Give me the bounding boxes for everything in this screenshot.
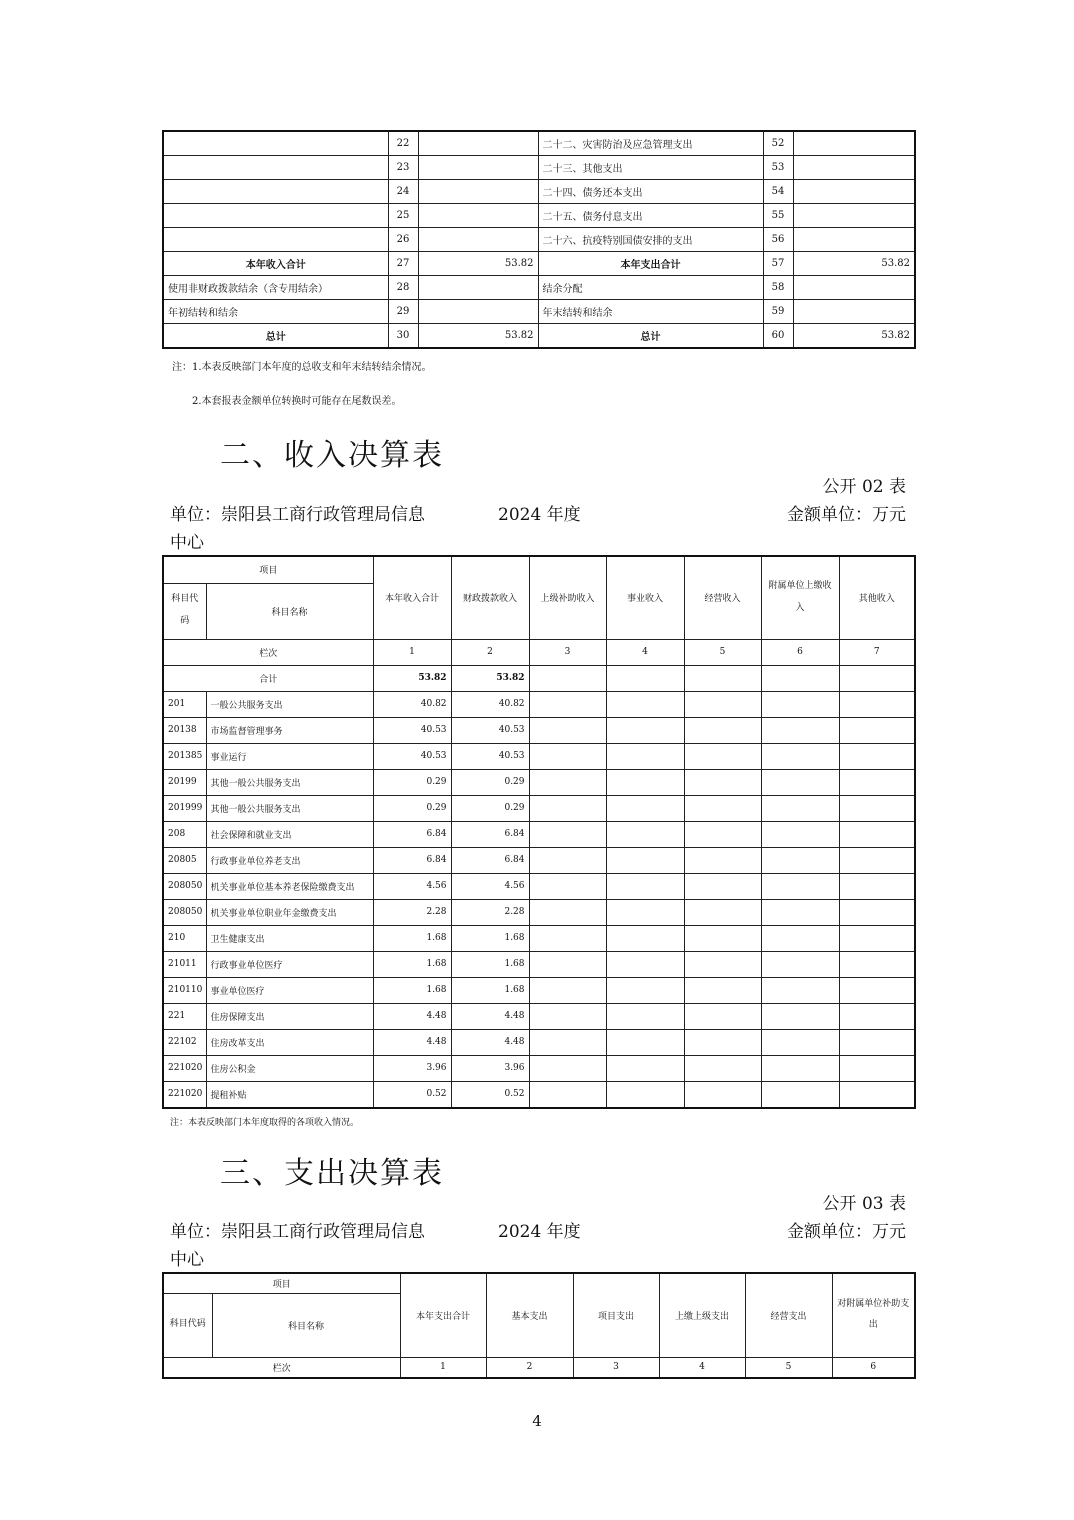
empty-cell bbox=[839, 925, 915, 951]
lanci-number: 2 bbox=[486, 1357, 573, 1378]
income-total: 40.53 bbox=[373, 717, 451, 743]
lanci-number: 7 bbox=[839, 639, 915, 665]
empty-cell bbox=[684, 769, 761, 795]
empty-cell bbox=[606, 899, 684, 925]
table-row bbox=[163, 873, 915, 899]
subject-code: 20199 bbox=[163, 769, 206, 795]
income-total: 1.68 bbox=[373, 925, 451, 951]
subject-name: 住房保障支出 bbox=[206, 1003, 373, 1029]
subject-code: 221020 bbox=[163, 1081, 206, 1108]
right-line-number: 53 bbox=[763, 156, 793, 180]
empty-cell bbox=[839, 847, 915, 873]
empty-cell bbox=[606, 795, 684, 821]
empty-cell bbox=[606, 951, 684, 977]
subject-code: 221 bbox=[163, 1003, 206, 1029]
table-row bbox=[163, 925, 915, 951]
right-item-label: 二十四、债务还本支出 bbox=[538, 180, 763, 204]
col-header: 上级补助收入 bbox=[529, 556, 606, 639]
empty-cell bbox=[606, 1055, 684, 1081]
subject-name: 事业单位医疗 bbox=[206, 977, 373, 1003]
table-row bbox=[163, 899, 915, 925]
col-header: 事业收入 bbox=[606, 556, 684, 639]
table1-note-1: 注：1.本表反映部门本年度的总收支和年末结转结余情况。 bbox=[172, 362, 432, 373]
total-amount bbox=[839, 665, 915, 691]
empty-cell bbox=[529, 951, 606, 977]
table-row bbox=[163, 252, 915, 276]
subject-name: 机关事业单位基本养老保险缴费支出 bbox=[206, 873, 373, 899]
section3-form-number: 公开 03 表 bbox=[822, 1194, 906, 1214]
col-header: 其他收入 bbox=[839, 556, 915, 639]
empty-cell bbox=[684, 847, 761, 873]
left-amount bbox=[418, 276, 538, 300]
fiscal-appropriation: 3.96 bbox=[451, 1055, 529, 1081]
subject-name: 行政事业单位医疗 bbox=[206, 951, 373, 977]
table-row bbox=[163, 1055, 915, 1081]
right-item-label: 本年支出合计 bbox=[538, 252, 763, 276]
empty-cell bbox=[606, 769, 684, 795]
lanci-number: 4 bbox=[659, 1357, 745, 1378]
empty-cell bbox=[684, 925, 761, 951]
empty-cell bbox=[761, 743, 839, 769]
col-header: 项目支出 bbox=[573, 1273, 659, 1357]
empty-cell bbox=[529, 795, 606, 821]
income-total: 0.29 bbox=[373, 769, 451, 795]
empty-cell bbox=[761, 873, 839, 899]
col-header: 经营收入 bbox=[684, 556, 761, 639]
left-amount bbox=[418, 180, 538, 204]
subject-name: 其他一般公共服务支出 bbox=[206, 769, 373, 795]
code-header: 科目代码 bbox=[163, 583, 206, 639]
subject-name: 行政事业单位养老支出 bbox=[206, 847, 373, 873]
empty-cell bbox=[684, 1081, 761, 1108]
fiscal-appropriation: 1.68 bbox=[451, 977, 529, 1003]
section2-unit: 单位：崇阳县工商行政管理局信息 bbox=[170, 505, 425, 525]
subject-code: 210110 bbox=[163, 977, 206, 1003]
empty-cell bbox=[761, 899, 839, 925]
section3-year: 2024 年度 bbox=[498, 1222, 581, 1242]
col-header: 对附属单位补助支出 bbox=[832, 1273, 915, 1357]
left-item-label bbox=[163, 204, 388, 228]
left-line-number: 22 bbox=[388, 131, 418, 156]
left-amount bbox=[418, 204, 538, 228]
income-total: 0.29 bbox=[373, 795, 451, 821]
left-item-label: 年初结转和结余 bbox=[163, 300, 388, 324]
section3-title: 三、支出决算表 bbox=[220, 1156, 444, 1191]
empty-cell bbox=[606, 821, 684, 847]
income-statement-table bbox=[162, 555, 916, 1109]
empty-cell bbox=[839, 1029, 915, 1055]
empty-cell bbox=[839, 1003, 915, 1029]
subject-name: 卫生健康支出 bbox=[206, 925, 373, 951]
lanci-number: 4 bbox=[606, 639, 684, 665]
right-amount bbox=[793, 276, 915, 300]
empty-cell bbox=[761, 951, 839, 977]
empty-cell bbox=[606, 1003, 684, 1029]
empty-cell bbox=[606, 847, 684, 873]
empty-cell bbox=[684, 1055, 761, 1081]
lanci-number: 3 bbox=[529, 639, 606, 665]
table-row bbox=[163, 156, 915, 180]
total-amount: 53.82 bbox=[451, 665, 529, 691]
subject-name: 市场监督管理事务 bbox=[206, 717, 373, 743]
table-row bbox=[163, 847, 915, 873]
empty-cell bbox=[606, 743, 684, 769]
right-amount bbox=[793, 156, 915, 180]
subject-name: 住房公积金 bbox=[206, 1055, 373, 1081]
section2-amount-unit: 金额单位：万元 bbox=[787, 505, 906, 525]
income-total: 3.96 bbox=[373, 1055, 451, 1081]
empty-cell bbox=[529, 717, 606, 743]
left-line-number: 30 bbox=[388, 324, 418, 349]
income-expense-summary-table bbox=[162, 130, 916, 349]
empty-cell bbox=[839, 795, 915, 821]
table-row bbox=[163, 1029, 915, 1055]
income-total: 40.82 bbox=[373, 691, 451, 717]
total-amount bbox=[761, 665, 839, 691]
empty-cell bbox=[529, 847, 606, 873]
income-total: 6.84 bbox=[373, 821, 451, 847]
empty-cell bbox=[684, 821, 761, 847]
empty-cell bbox=[684, 1003, 761, 1029]
fiscal-appropriation: 40.53 bbox=[451, 743, 529, 769]
empty-cell bbox=[761, 1029, 839, 1055]
income-total: 4.48 bbox=[373, 1003, 451, 1029]
subject-name: 社会保障和就业支出 bbox=[206, 821, 373, 847]
empty-cell bbox=[684, 743, 761, 769]
fiscal-appropriation: 0.29 bbox=[451, 795, 529, 821]
right-item-label: 二十二、灾害防治及应急管理支出 bbox=[538, 131, 763, 156]
empty-cell bbox=[606, 977, 684, 1003]
subject-name: 其他一般公共服务支出 bbox=[206, 795, 373, 821]
subject-code: 208050 bbox=[163, 899, 206, 925]
empty-cell bbox=[684, 1029, 761, 1055]
income-total: 40.53 bbox=[373, 743, 451, 769]
empty-cell bbox=[761, 1055, 839, 1081]
empty-cell bbox=[761, 795, 839, 821]
subject-code: 21011 bbox=[163, 951, 206, 977]
subject-code: 221020 bbox=[163, 1055, 206, 1081]
expenditure-statement-table bbox=[162, 1272, 916, 1379]
income-total: 4.56 bbox=[373, 873, 451, 899]
right-amount bbox=[793, 228, 915, 252]
table-row bbox=[163, 795, 915, 821]
left-item-label bbox=[163, 131, 388, 156]
table-row bbox=[163, 131, 915, 156]
subject-code: 208 bbox=[163, 821, 206, 847]
left-item-label: 本年收入合计 bbox=[163, 252, 388, 276]
total-amount: 53.82 bbox=[373, 665, 451, 691]
subject-code: 201999 bbox=[163, 795, 206, 821]
section2-title: 二、收入决算表 bbox=[220, 438, 444, 473]
right-line-number: 52 bbox=[763, 131, 793, 156]
empty-cell bbox=[761, 1081, 839, 1108]
left-line-number: 24 bbox=[388, 180, 418, 204]
lanci-number: 5 bbox=[684, 639, 761, 665]
lanci-number: 1 bbox=[400, 1357, 486, 1378]
subject-name: 住房改革支出 bbox=[206, 1029, 373, 1055]
lanci-number: 6 bbox=[832, 1357, 915, 1378]
left-amount bbox=[418, 156, 538, 180]
income-total: 6.84 bbox=[373, 847, 451, 873]
left-line-number: 27 bbox=[388, 252, 418, 276]
page-number: 4 bbox=[532, 1412, 542, 1430]
fiscal-appropriation: 0.52 bbox=[451, 1081, 529, 1108]
right-line-number: 54 bbox=[763, 180, 793, 204]
section2-unit-cont: 中心 bbox=[170, 533, 204, 553]
empty-cell bbox=[761, 977, 839, 1003]
total-label: 合计 bbox=[163, 665, 373, 691]
left-line-number: 25 bbox=[388, 204, 418, 228]
empty-cell bbox=[761, 821, 839, 847]
right-item-label: 总计 bbox=[538, 324, 763, 349]
section2-year: 2024 年度 bbox=[498, 505, 581, 525]
table-row bbox=[163, 276, 915, 300]
subject-code: 201 bbox=[163, 691, 206, 717]
table-row bbox=[163, 1081, 915, 1108]
empty-cell bbox=[529, 925, 606, 951]
left-item-label bbox=[163, 180, 388, 204]
lanci-number: 1 bbox=[373, 639, 451, 665]
col-header: 经营支出 bbox=[745, 1273, 832, 1357]
empty-cell bbox=[529, 743, 606, 769]
total-amount bbox=[606, 665, 684, 691]
table-row bbox=[163, 324, 915, 349]
header-item: 项目 bbox=[163, 1273, 400, 1293]
header-item: 项目 bbox=[163, 556, 373, 583]
lanci-number: 5 bbox=[745, 1357, 832, 1378]
subject-code: 201385 bbox=[163, 743, 206, 769]
right-item-label: 二十三、其他支出 bbox=[538, 156, 763, 180]
table-row bbox=[163, 717, 915, 743]
income-total: 2.28 bbox=[373, 899, 451, 925]
empty-cell bbox=[684, 691, 761, 717]
table-row bbox=[163, 1003, 915, 1029]
col-header: 本年收入合计 bbox=[373, 556, 451, 639]
right-amount: 53.82 bbox=[793, 324, 915, 349]
col-header: 附属单位上缴收入 bbox=[761, 556, 839, 639]
lanci-number: 6 bbox=[761, 639, 839, 665]
fiscal-appropriation: 40.82 bbox=[451, 691, 529, 717]
empty-cell bbox=[761, 847, 839, 873]
left-amount: 53.82 bbox=[418, 252, 538, 276]
empty-cell bbox=[839, 873, 915, 899]
right-line-number: 55 bbox=[763, 204, 793, 228]
empty-cell bbox=[839, 769, 915, 795]
name-header: 科目名称 bbox=[206, 583, 373, 639]
empty-cell bbox=[839, 717, 915, 743]
empty-cell bbox=[529, 1081, 606, 1108]
table-row bbox=[163, 769, 915, 795]
income-total: 1.68 bbox=[373, 977, 451, 1003]
right-amount bbox=[793, 180, 915, 204]
fiscal-appropriation: 0.29 bbox=[451, 769, 529, 795]
subject-name: 提租补贴 bbox=[206, 1081, 373, 1108]
table-row bbox=[163, 977, 915, 1003]
empty-cell bbox=[606, 1029, 684, 1055]
subject-code: 20138 bbox=[163, 717, 206, 743]
left-line-number: 29 bbox=[388, 300, 418, 324]
right-item-label: 年末结转和结余 bbox=[538, 300, 763, 324]
fiscal-appropriation: 40.53 bbox=[451, 717, 529, 743]
empty-cell bbox=[761, 691, 839, 717]
empty-cell bbox=[684, 717, 761, 743]
fiscal-appropriation: 6.84 bbox=[451, 821, 529, 847]
table-row bbox=[163, 204, 915, 228]
right-line-number: 58 bbox=[763, 276, 793, 300]
empty-cell bbox=[529, 821, 606, 847]
empty-cell bbox=[761, 925, 839, 951]
right-amount bbox=[793, 204, 915, 228]
table-row bbox=[163, 180, 915, 204]
total-amount bbox=[529, 665, 606, 691]
empty-cell bbox=[529, 691, 606, 717]
col-header: 本年支出合计 bbox=[400, 1273, 486, 1357]
empty-cell bbox=[684, 977, 761, 1003]
lanci-label: 栏次 bbox=[163, 639, 373, 665]
subject-code: 210 bbox=[163, 925, 206, 951]
table-row bbox=[163, 743, 915, 769]
income-total: 1.68 bbox=[373, 951, 451, 977]
col-header: 基本支出 bbox=[486, 1273, 573, 1357]
empty-cell bbox=[684, 795, 761, 821]
empty-cell bbox=[529, 1003, 606, 1029]
empty-cell bbox=[529, 899, 606, 925]
fiscal-appropriation: 4.48 bbox=[451, 1003, 529, 1029]
right-item-label: 结余分配 bbox=[538, 276, 763, 300]
section2-form-number: 公开 02 表 bbox=[822, 477, 906, 497]
col-header: 财政拨款收入 bbox=[451, 556, 529, 639]
empty-cell bbox=[839, 1081, 915, 1108]
subject-code: 22102 bbox=[163, 1029, 206, 1055]
left-item-label bbox=[163, 156, 388, 180]
empty-cell bbox=[529, 873, 606, 899]
fiscal-appropriation: 1.68 bbox=[451, 951, 529, 977]
total-amount bbox=[684, 665, 761, 691]
empty-cell bbox=[761, 717, 839, 743]
empty-cell bbox=[606, 925, 684, 951]
empty-cell bbox=[529, 977, 606, 1003]
empty-cell bbox=[684, 899, 761, 925]
income-total: 0.52 bbox=[373, 1081, 451, 1108]
fiscal-appropriation: 2.28 bbox=[451, 899, 529, 925]
right-line-number: 57 bbox=[763, 252, 793, 276]
left-amount bbox=[418, 131, 538, 156]
empty-cell bbox=[529, 769, 606, 795]
left-item-label: 使用非财政拨款结余（含专用结余） bbox=[163, 276, 388, 300]
fiscal-appropriation: 4.56 bbox=[451, 873, 529, 899]
lanci-number: 2 bbox=[451, 639, 529, 665]
left-line-number: 26 bbox=[388, 228, 418, 252]
table-row bbox=[163, 228, 915, 252]
table-row bbox=[163, 300, 915, 324]
left-item-label bbox=[163, 228, 388, 252]
lanci-number: 3 bbox=[573, 1357, 659, 1378]
table-row bbox=[163, 691, 915, 717]
right-item-label: 二十六、抗疫特别国债安排的支出 bbox=[538, 228, 763, 252]
empty-cell bbox=[606, 873, 684, 899]
subject-code: 20805 bbox=[163, 847, 206, 873]
table1-note-2: 2.本套报表金额单位转换时可能存在尾数误差。 bbox=[192, 396, 402, 407]
section3-unit: 单位：崇阳县工商行政管理局信息 bbox=[170, 1222, 425, 1242]
empty-cell bbox=[606, 1081, 684, 1108]
right-line-number: 59 bbox=[763, 300, 793, 324]
empty-cell bbox=[529, 1029, 606, 1055]
fiscal-appropriation: 4.48 bbox=[451, 1029, 529, 1055]
section2-note: 注：本表反映部门本年度取得的各项收入情况。 bbox=[170, 1118, 360, 1128]
fiscal-appropriation: 1.68 bbox=[451, 925, 529, 951]
empty-cell bbox=[839, 951, 915, 977]
table-row bbox=[163, 821, 915, 847]
left-amount bbox=[418, 228, 538, 252]
left-line-number: 28 bbox=[388, 276, 418, 300]
section3-amount-unit: 金额单位：万元 bbox=[787, 1222, 906, 1242]
empty-cell bbox=[839, 821, 915, 847]
subject-name: 事业运行 bbox=[206, 743, 373, 769]
table-row bbox=[163, 951, 915, 977]
subject-name: 机关事业单位职业年金缴费支出 bbox=[206, 899, 373, 925]
section3-unit-cont: 中心 bbox=[170, 1250, 204, 1270]
left-item-label: 总计 bbox=[163, 324, 388, 349]
right-line-number: 60 bbox=[763, 324, 793, 349]
empty-cell bbox=[839, 691, 915, 717]
empty-cell bbox=[684, 873, 761, 899]
code-header: 科目代码 bbox=[163, 1293, 212, 1357]
empty-cell bbox=[606, 691, 684, 717]
income-total: 4.48 bbox=[373, 1029, 451, 1055]
empty-cell bbox=[761, 769, 839, 795]
right-amount bbox=[793, 131, 915, 156]
right-amount: 53.82 bbox=[793, 252, 915, 276]
empty-cell bbox=[839, 743, 915, 769]
empty-cell bbox=[684, 951, 761, 977]
left-amount bbox=[418, 300, 538, 324]
empty-cell bbox=[839, 899, 915, 925]
subject-code: 208050 bbox=[163, 873, 206, 899]
empty-cell bbox=[606, 717, 684, 743]
col-header: 上缴上级支出 bbox=[659, 1273, 745, 1357]
right-item-label: 二十五、债务付息支出 bbox=[538, 204, 763, 228]
lanci-label: 栏次 bbox=[163, 1357, 400, 1378]
right-line-number: 56 bbox=[763, 228, 793, 252]
subject-name: 一般公共服务支出 bbox=[206, 691, 373, 717]
fiscal-appropriation: 6.84 bbox=[451, 847, 529, 873]
right-amount bbox=[793, 300, 915, 324]
empty-cell bbox=[839, 1055, 915, 1081]
left-amount: 53.82 bbox=[418, 324, 538, 349]
name-header: 科目名称 bbox=[212, 1293, 400, 1357]
left-line-number: 23 bbox=[388, 156, 418, 180]
empty-cell bbox=[839, 977, 915, 1003]
empty-cell bbox=[529, 1055, 606, 1081]
empty-cell bbox=[761, 1003, 839, 1029]
